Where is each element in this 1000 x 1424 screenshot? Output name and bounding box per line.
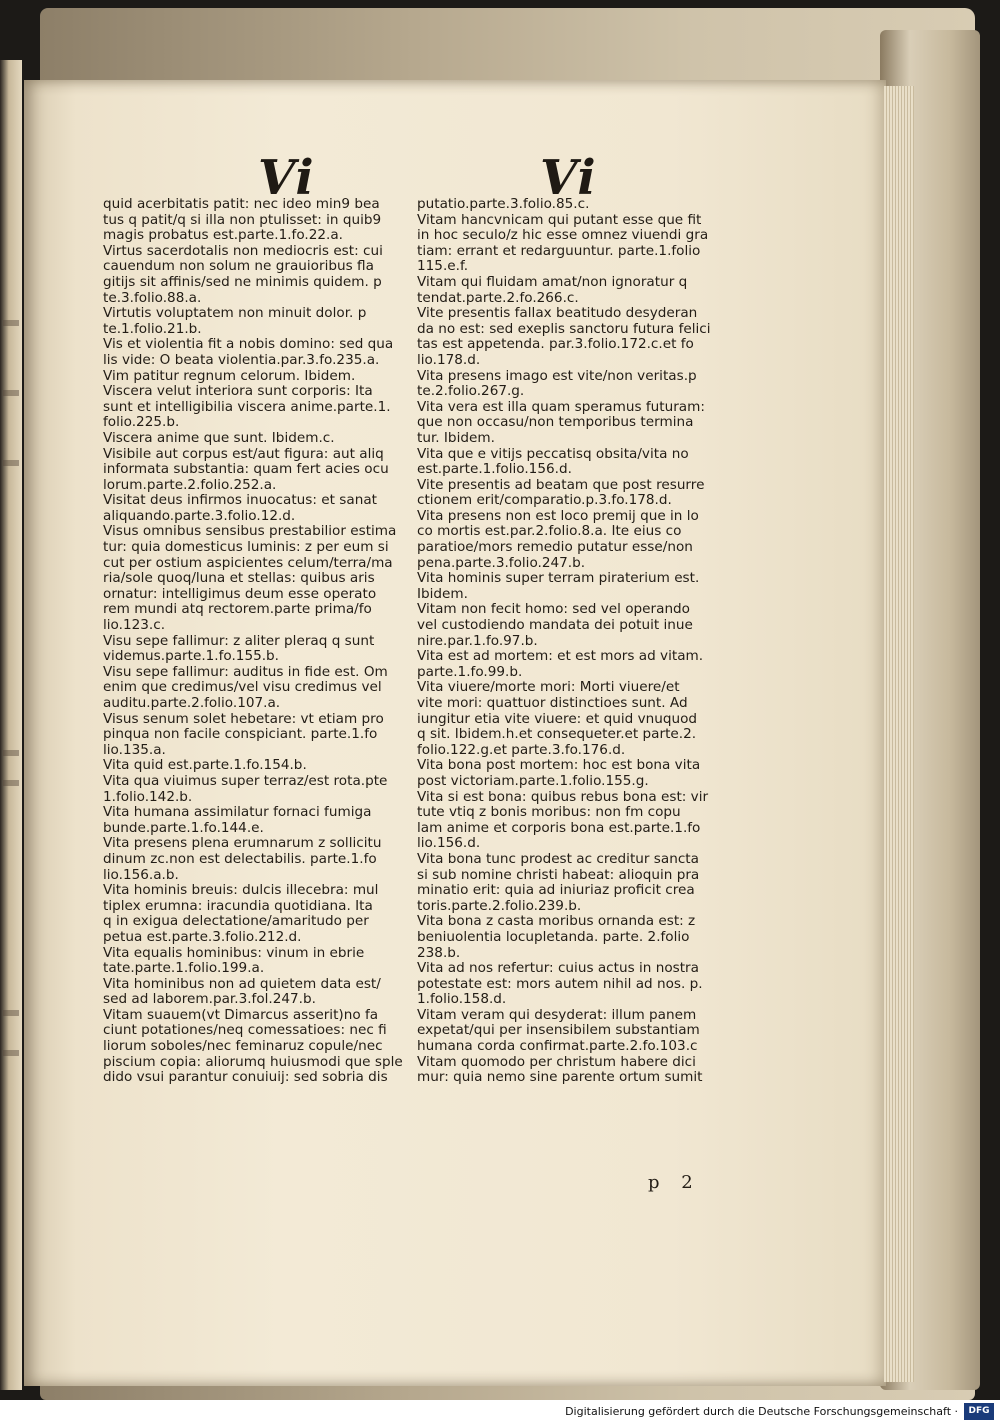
text-line: tendat.parte.2.fo.266.c.	[417, 289, 579, 306]
text-line: lio.178.d.	[417, 351, 481, 368]
text-line: Visu sepe fallimur: z aliter pleraq q sunt	[103, 632, 375, 649]
text-line: lio.156.a.b.	[103, 866, 179, 883]
text-line: lis vide: O beata violentia.par.3.fo.235.a.	[103, 351, 380, 368]
text-line: ornatur: intelligimus deum esse operato	[103, 585, 377, 602]
text-line: pena.parte.3.folio.247.b.	[417, 554, 586, 571]
running-head-left: Vi	[258, 150, 315, 206]
text-line: q sit. Ibidem.h.et consequeter.et parte.2.	[417, 726, 697, 743]
text-line: Viscera velut interiora sunt corporis: Ita	[103, 383, 373, 400]
text-line: Vita si est bona: quibus rebus bona est: vir	[417, 788, 709, 805]
text-line: tute vtiq z bonis moribus: non fm copu	[417, 804, 681, 821]
text-line: Vita viuere/morte mori: Morti viuere/et	[417, 679, 680, 696]
text-line: est.parte.1.folio.156.d.	[417, 461, 572, 478]
text-line: 115.e.f.	[417, 258, 469, 275]
text-line: Vite presentis fallax beatitudo desyderan	[417, 305, 698, 322]
text-line: iungitur etia vite viuere: et quid vnuquod	[417, 710, 698, 727]
text-line: tus q patit/q si illa non ptulisset: in quib9	[103, 211, 382, 228]
text-line: enim que credimus/vel visu credimus vel	[103, 679, 382, 696]
text-line: Virtutis voluptatem non minuit dolor. p	[103, 305, 367, 322]
bleed-mark	[3, 390, 19, 396]
bleed-mark	[3, 320, 19, 326]
text-line: Vitam qui fluidam amat/non ignoratur q	[417, 273, 688, 290]
text-line: Vita hominis breuis: dulcis illecebra: mul	[103, 882, 379, 899]
text-line: lorum.parte.2.folio.252.a.	[103, 476, 277, 493]
text-line: mur: quia nemo sine parente ortum sumit	[417, 1069, 703, 1086]
text-line: Visu sepe fallimur: auditus in fide est. Om	[103, 663, 388, 680]
text-line: lam anime et corporis bona est.parte.1.fo	[417, 819, 701, 836]
text-line: tate.parte.1.folio.199.a.	[103, 960, 265, 977]
text-line: Vita bona z casta moribus ornanda est: z	[417, 913, 696, 930]
left-text-column	[103, 197, 403, 1086]
text-line: te.2.folio.267.g.	[417, 383, 525, 400]
text-line: rem mundi atq rectorem.parte prima/fo	[103, 601, 372, 618]
text-line: tur: quia domesticus luminis: z per eum si	[103, 539, 389, 556]
text-line: magis probatus est.parte.1.fo.22.a.	[103, 227, 344, 244]
text-line: Vita qua viuimus super terraz/est rota.pte	[103, 772, 388, 789]
text-line: folio.225.b.	[103, 414, 180, 431]
text-line: humana corda confirmat.parte.2.fo.103.c	[417, 1038, 698, 1055]
text-line: Virtus sacerdotalis non mediocris est: cui	[103, 242, 383, 259]
text-line: Vita vera est illa quam speramus futuram:	[417, 398, 705, 415]
text-line: parte.1.fo.99.b.	[417, 663, 523, 680]
text-line: te.3.folio.88.a.	[103, 289, 202, 306]
text-line: ria/sole quoq/luna et stellas: quibus aris	[103, 570, 375, 587]
digitization-footer	[0, 1400, 1000, 1424]
text-line: Visitat deus infirmos inuocatus: et sanat	[103, 492, 377, 509]
text-line: Vita quid est.parte.1.fo.154.b.	[103, 757, 307, 774]
text-line: petua est.parte.3.folio.212.d.	[103, 928, 302, 945]
text-line: lio.135.a.	[103, 741, 166, 758]
text-line: si sub nomine christi habeat: alioquin pra	[417, 866, 700, 883]
text-line: lio.123.c.	[103, 617, 166, 634]
text-line: expetat/qui per insensibilem substantiam	[417, 1022, 700, 1039]
bleed-mark	[3, 460, 19, 466]
text-line: 1.folio.158.d.	[417, 991, 507, 1008]
text-line: que non occasu/non temporibus termina	[417, 414, 694, 431]
previous-page-edge	[0, 60, 22, 1390]
text-line: gitijs sit affinis/sed ne minimis quidem. p	[103, 273, 382, 290]
text-line: sed ad laborem.par.3.fol.247.b.	[103, 991, 316, 1008]
bleed-mark	[3, 750, 19, 756]
page-block-edge	[884, 86, 914, 1382]
text-line: Vita presens plena erumnarum z sollicitu	[103, 835, 382, 852]
text-line: 1.folio.142.b.	[103, 788, 193, 805]
text-line: Vita bona tunc prodest ac creditur sancta	[417, 850, 699, 867]
text-line: Vita hominibus non ad quietem data est/	[103, 975, 381, 992]
text-line: Viscera anime que sunt. Ibidem.c.	[103, 429, 335, 446]
text-line: toris.parte.2.folio.239.b.	[417, 897, 582, 914]
text-line: tur. Ibidem.	[417, 429, 495, 446]
text-line: Visus senum solet hebetare: vt etiam pro	[103, 710, 384, 727]
text-line: cauendum non solum ne grauioribus fla	[103, 258, 374, 275]
text-line: tas est appetenda. par.3.folio.172.c.et fo	[417, 336, 694, 353]
text-line: Vita humana assimilatur fornaci fumiga	[103, 804, 372, 821]
signature-mark: p 2	[648, 1172, 701, 1193]
running-head-right: Vi	[540, 150, 597, 206]
text-line: lio.156.d.	[417, 835, 481, 852]
text-line: Vita hominis super terram piraterium est.	[417, 570, 700, 587]
text-line: post victoriam.parte.1.folio.155.g.	[417, 772, 649, 789]
text-line: Vita presens imago est vite/non veritas.p	[417, 367, 697, 384]
text-line: paratioe/mors remedio putatur esse/non	[417, 539, 693, 556]
bleed-mark	[3, 1010, 19, 1016]
text-line: Vite presentis ad beatam que post resurre	[417, 476, 705, 493]
right-text-column	[417, 197, 719, 1086]
text-line: co mortis est.par.2.folio.8.a. Ite eius co	[417, 523, 682, 540]
text-line: Visus omnibus sensibus prestabilior estima	[103, 523, 397, 540]
text-line: Vita bona post mortem: hoc est bona vita	[417, 757, 701, 774]
funding-credit: Digitalisierung gefördert durch die Deutsche Forschungsgemeinschaft ·	[565, 1405, 958, 1418]
text-line: dido vsui parantur conuiuij: sed sobria dis	[103, 1069, 388, 1086]
text-line: Vita equalis hominibus: vinum in ebrie	[103, 944, 365, 961]
text-line: in hoc seculo/z hic esse omnez viuendi gra	[417, 227, 709, 244]
text-line: Vita presens non est loco premij que in lo	[417, 507, 699, 524]
text-line: te.1.folio.21.b.	[103, 320, 202, 337]
text-line: dinum zc.non est delectabilis. parte.1.fo	[103, 850, 377, 867]
text-line: liorum soboles/nec feminaruz copule/nec	[103, 1038, 383, 1055]
text-line: Visibile aut corpus est/aut figura: aut aliq	[103, 445, 384, 462]
text-line: Vitam hancvnicam qui putant esse que fit	[417, 211, 702, 228]
text-line: Vita est ad mortem: et est mors ad vitam.	[417, 648, 704, 665]
text-line: folio.122.g.et parte.3.fo.176.d.	[417, 741, 626, 758]
text-line: videmus.parte.1.fo.155.b.	[103, 648, 280, 665]
bleed-mark	[3, 1050, 19, 1056]
text-line: pinqua non facile conspiciant. parte.1.fo	[103, 726, 378, 743]
text-line: cut per ostium aspicientes celum/terra/ma	[103, 554, 393, 571]
text-line: sunt et intelligibilia viscera anime.parte.1.	[103, 398, 391, 415]
text-line: Vis et violentia fit a nobis domino: sed qua	[103, 336, 394, 353]
text-line: Vita que e vitijs peccatisq obsita/vita no	[417, 445, 689, 462]
text-line: tiam: errant et redarguuntur. parte.1.folio	[417, 242, 701, 259]
bleed-mark	[3, 780, 19, 786]
text-line: Vitam veram qui desyderat: illum panem	[417, 1006, 697, 1023]
text-line: auditu.parte.2.folio.107.a.	[103, 695, 281, 711]
text-line: beniuolentia locupletanda. parte. 2.folio	[417, 928, 690, 945]
text-line: vite mori: quattuor distinctioes sunt. Ad	[417, 695, 688, 711]
text-line: Vitam suauem(vt Dimarcus asserit)no fa	[103, 1006, 379, 1023]
text-line: minatio erit: quia ad iniuriaz proficit crea	[417, 882, 695, 899]
text-line: Vitam quomodo per christum habere dici	[417, 1053, 696, 1070]
text-line: potestate est: mors autem nihil ad nos. p.	[417, 975, 703, 992]
text-line: ciunt potationes/neq comessatioes: nec fi	[103, 1022, 387, 1039]
text-line: quid acerbitatis patit: nec ideo min9 bea	[103, 196, 380, 212]
text-line: da no est: sed exeplis sanctoru futura felici	[417, 320, 711, 337]
text-line: ctionem erit/comparatio.p.3.fo.178.d.	[417, 492, 672, 509]
text-line: q in exigua delectatione/amaritudo per	[103, 913, 369, 930]
text-line: vel custodiendo mandata dei potuit inue	[417, 617, 693, 634]
text-line: 238.b.	[417, 944, 461, 961]
text-line: tiplex erumna: iracundia quotidiana. Ita	[103, 897, 373, 914]
text-line: aliquando.parte.3.folio.12.d.	[103, 507, 296, 524]
text-line: Vim patitur regnum celorum. Ibidem.	[103, 367, 356, 384]
text-line: putatio.parte.3.folio.85.c.	[417, 196, 590, 212]
text-line: Vita ad nos refertur: cuius actus in nostra	[417, 960, 699, 977]
dfg-logo: DFG	[964, 1403, 994, 1420]
text-line: nire.par.1.fo.97.b.	[417, 632, 538, 649]
text-line: informata substantia: quam fert acies ocu	[103, 461, 389, 478]
text-line: Ibidem.	[417, 585, 468, 602]
text-line: Vitam non fecit homo: sed vel operando	[417, 601, 691, 618]
text-line: piscium copia: aliorumq huiusmodi que sple	[103, 1053, 403, 1070]
text-line: bunde.parte.1.fo.144.e.	[103, 819, 264, 836]
